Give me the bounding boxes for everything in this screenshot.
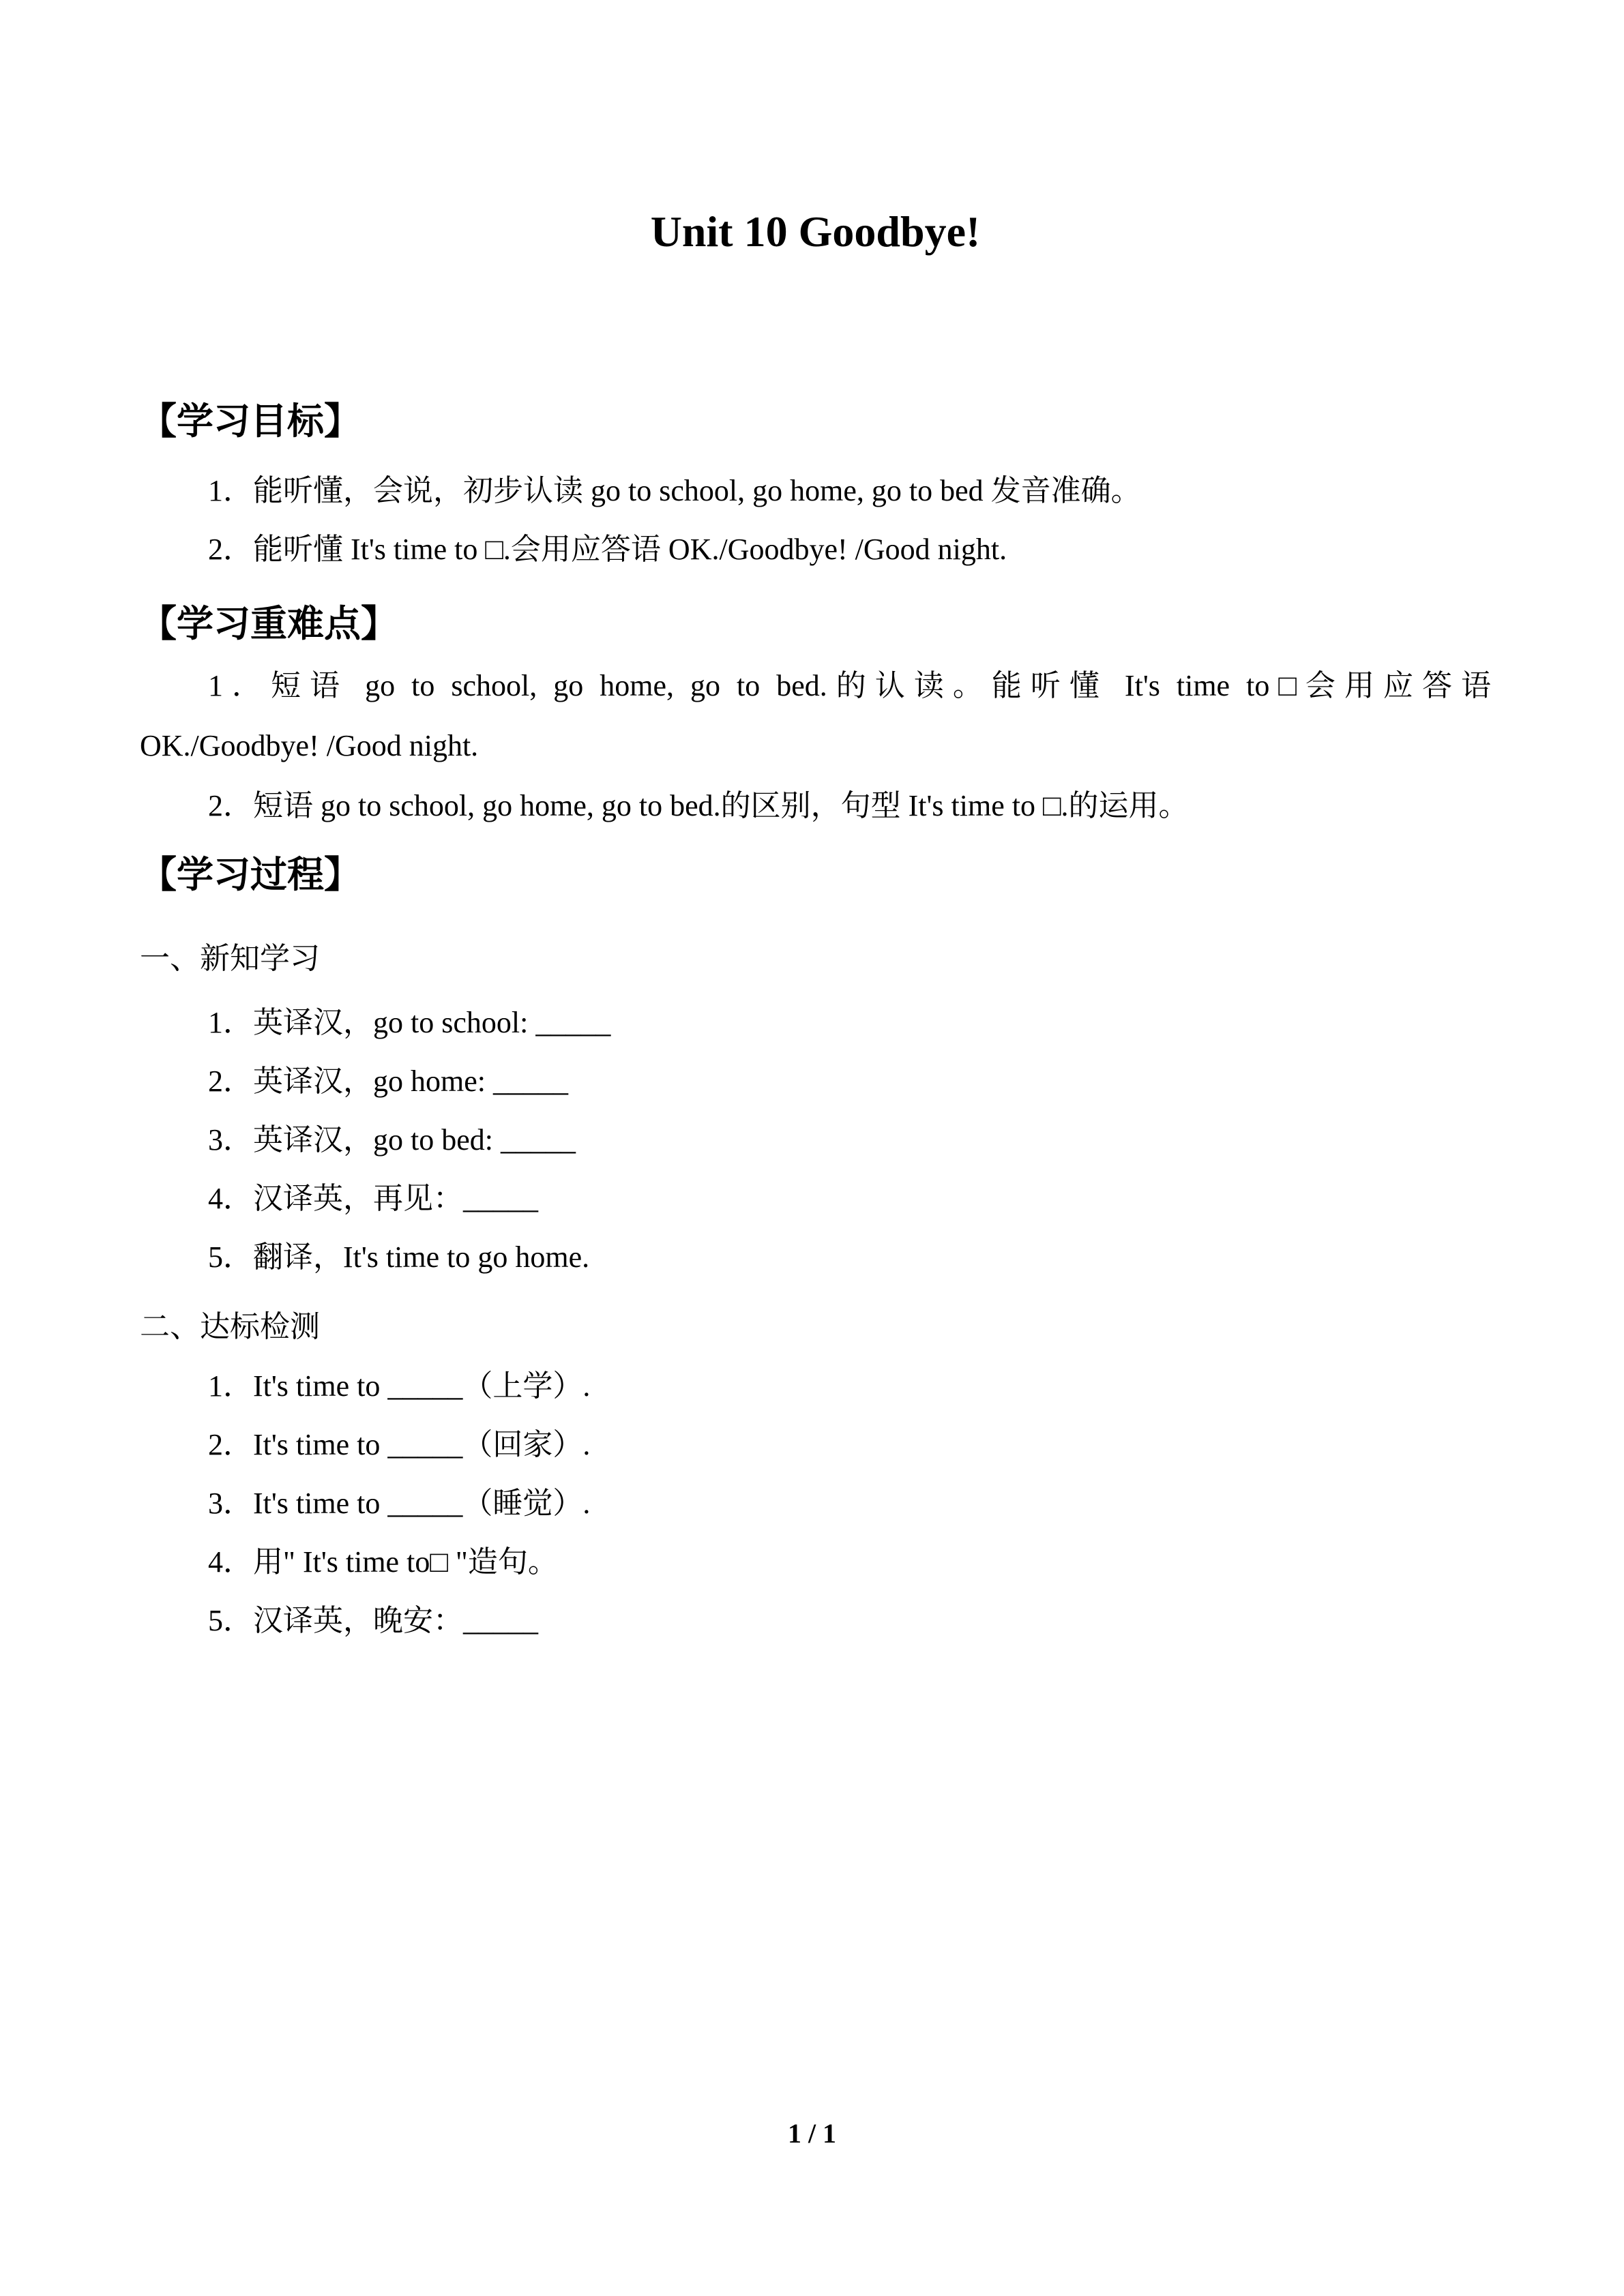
section-heading-key-points: 【学习重难点】 (140, 603, 398, 644)
document-content (140, 0, 1491, 1640)
process-part1-item-5: 5．翻译，It's time to go home. (208, 1240, 590, 1274)
document-title: Unit 10 Goodbye! (650, 207, 981, 256)
objective-item-2: 2．能听懂 It's time to □.会用应答语 OK./Goodbye! /Good night. (208, 533, 1007, 566)
process-part2-heading: 二、达标检测 (140, 1310, 320, 1343)
page-number: 1 / 1 (787, 2118, 837, 2149)
key-point-item-1-line-1: 1．短语 go to school, go home, go to bed.的认读。能听懂 It's time to□会用应答语 (208, 669, 1491, 702)
process-part2-item-4: 4．用" It's time to□ "造句。 (208, 1545, 558, 1579)
key-point-item-1-line-2: OK./Goodbye! /Good night. (140, 729, 479, 762)
objective-item-1: 1．能听懂，会说，初步认读 go to school, go home, go to bed 发音准确。 (208, 474, 1141, 507)
section-heading-objectives: 【学习目标】 (140, 401, 361, 442)
process-part2-item-2: 2．It's time to _____（回家）. (208, 1428, 591, 1461)
process-part1-item-1: 1．英译汉，go to school: _____ (208, 1006, 611, 1039)
section-heading-process: 【学习过程】 (140, 854, 361, 895)
process-part2-item-1: 1．It's time to _____（上学）. (208, 1369, 591, 1403)
process-part1-item-3: 3．英译汉，go to bed: _____ (208, 1123, 576, 1157)
process-part1-heading: 一、新知学习 (140, 942, 320, 975)
process-part2-item-3: 3．It's time to _____（睡觉）. (208, 1487, 591, 1520)
process-part2-item-5: 5．汉译英，晚安：_____ (208, 1604, 538, 1637)
process-part1-item-2: 2．英译汉，go home: _____ (208, 1064, 568, 1098)
key-point-item-2: 2．短语 go to school, go home, go to bed.的区别，句型 It's time to □.的运用。 (208, 789, 1189, 822)
process-part1-item-4: 4．汉译英，再见：_____ (208, 1182, 538, 1215)
